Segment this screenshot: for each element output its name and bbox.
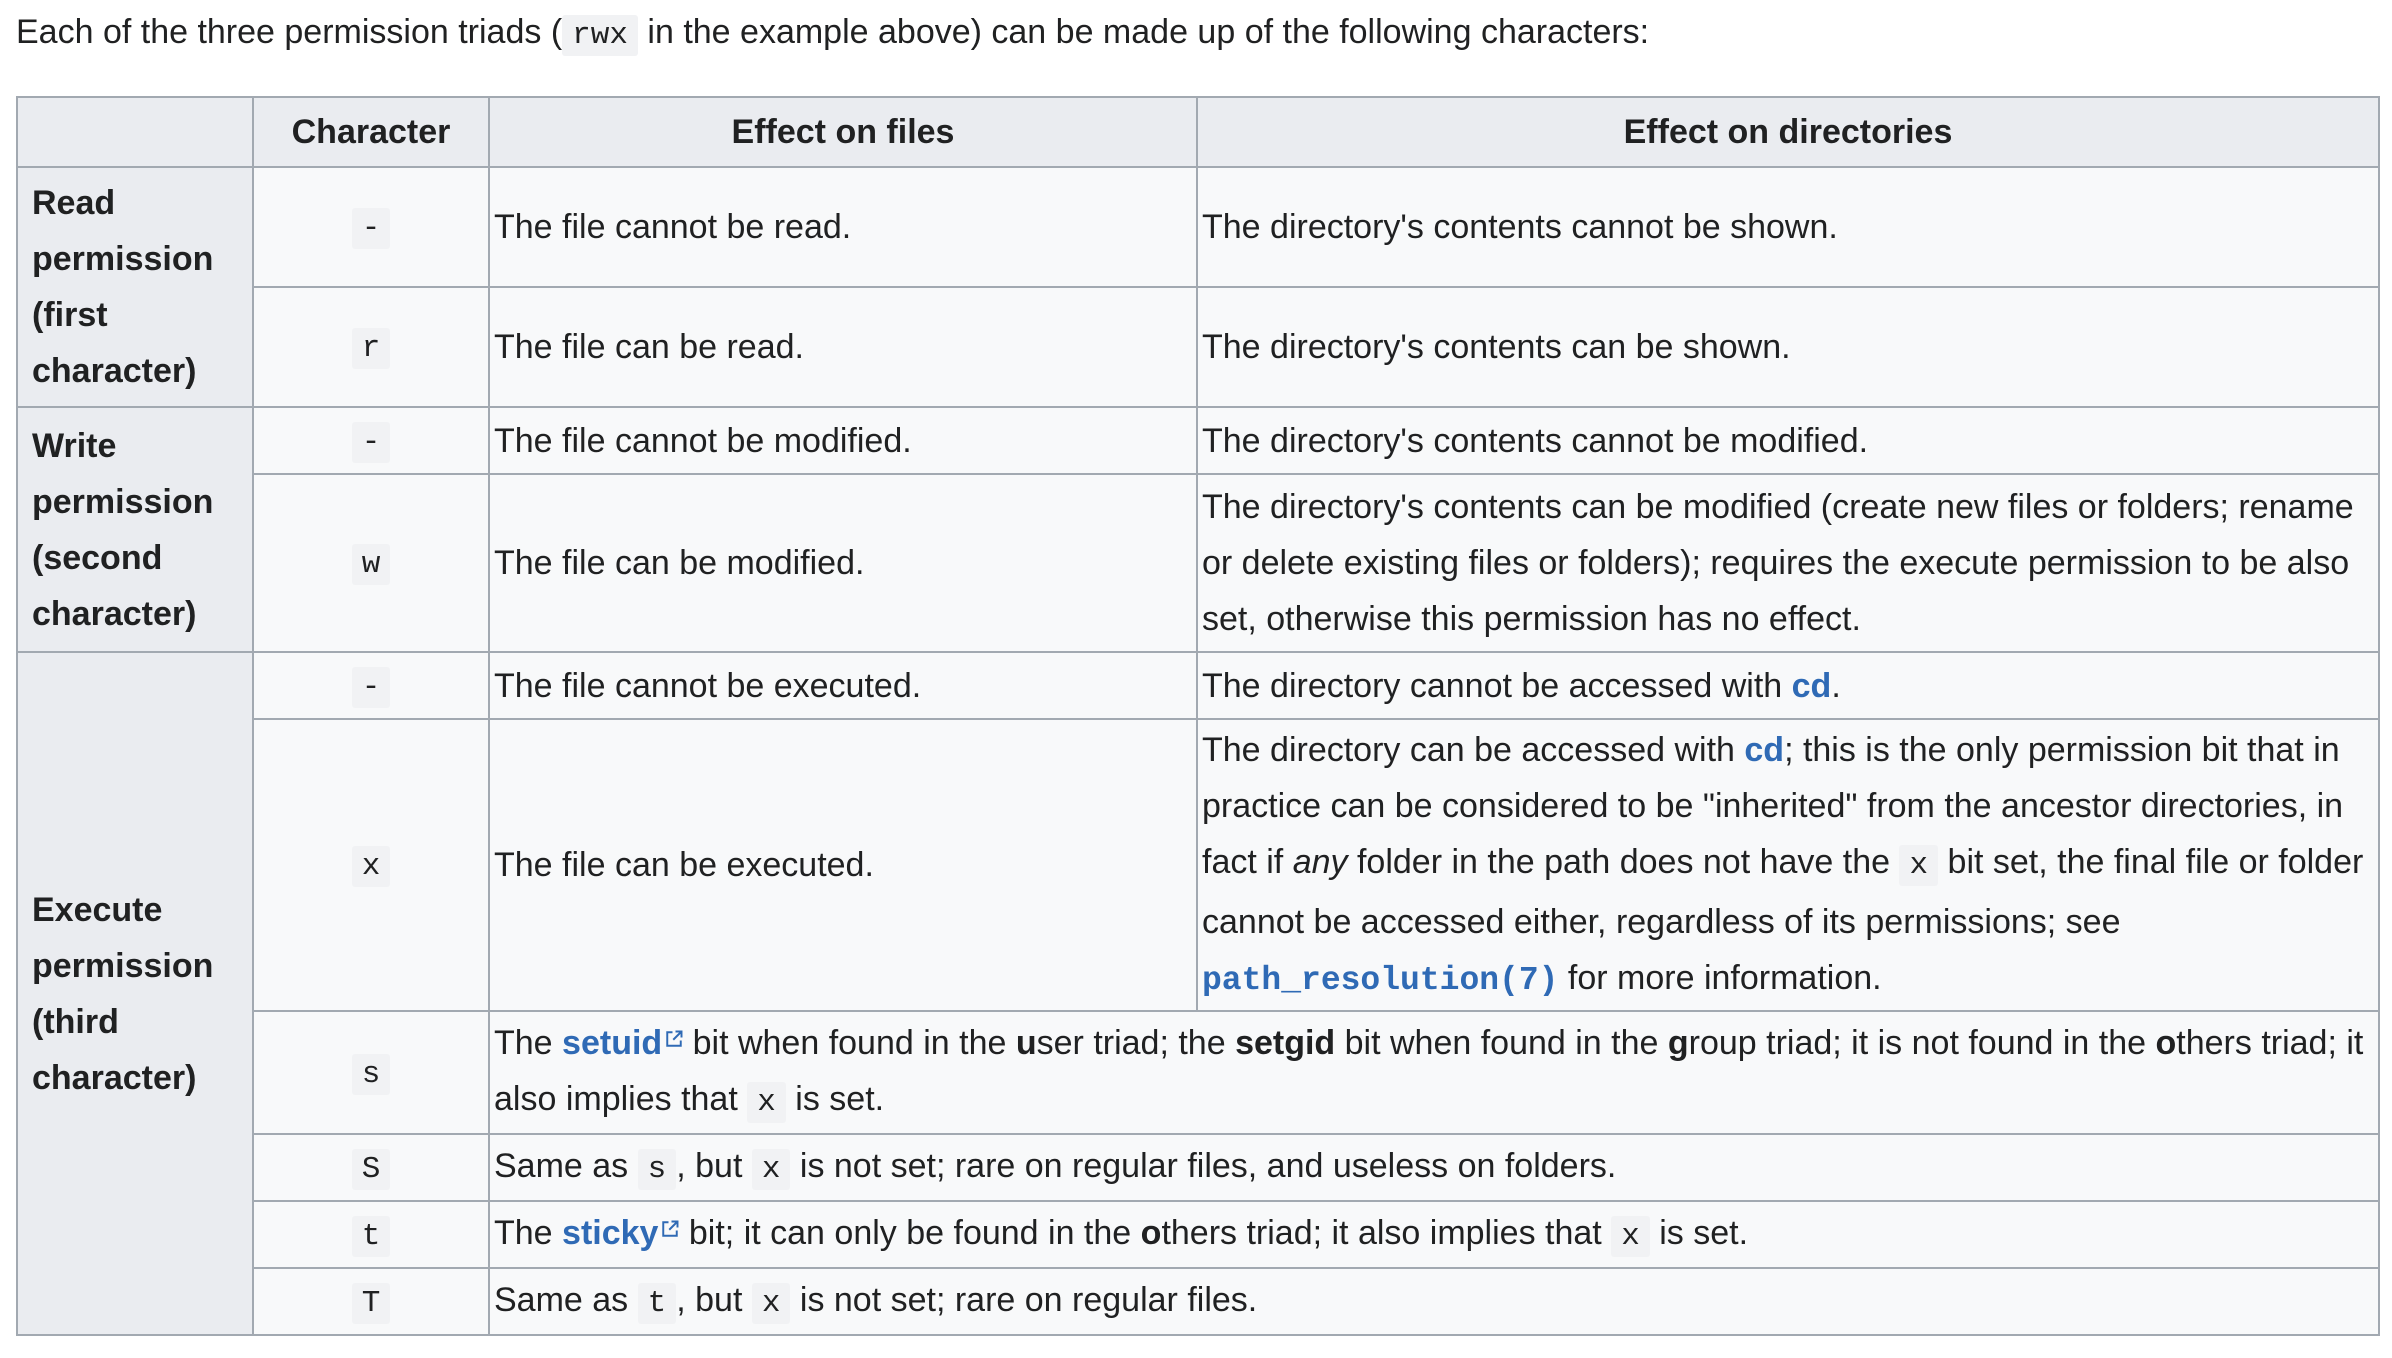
table-row: [17, 1134, 2379, 1201]
group-header-write: Write permission (second character): [17, 407, 253, 652]
bold-letter: g: [1667, 1023, 1689, 1062]
files-cell: The file can be read.: [489, 287, 1197, 407]
merged-effect-cell: [489, 1268, 2379, 1335]
char-cell: [253, 287, 489, 407]
inline-code-t: t: [638, 1283, 677, 1324]
char-code: t: [352, 1216, 391, 1257]
files-cell: The file cannot be modified.: [489, 407, 1197, 474]
setuid-link-label: setuid: [562, 1023, 663, 1062]
effect-text: thers triad; it also implies that: [494, 1023, 2364, 1118]
effect-text: ser triad; the: [1036, 1023, 1236, 1062]
intro-text-after: in the example above) can be made up of the following characters:: [637, 13, 1650, 51]
path-resolution-link[interactable]: path_resolution(7): [1202, 961, 1559, 999]
char-cell: [253, 1011, 489, 1134]
char-cell: [253, 652, 489, 719]
table-header-row: [17, 97, 2379, 167]
effect-text: , but: [676, 1146, 752, 1185]
effect-text: , but: [676, 1280, 752, 1319]
dirs-text: The directory can be accessed with: [1202, 730, 1745, 769]
header-effect-files: Effect on files: [489, 97, 1197, 167]
dirs-cell: [1197, 652, 2379, 719]
effect-text: bit; it can only be found in the: [679, 1213, 1141, 1252]
external-link-icon: [665, 1030, 683, 1048]
effect-text: The: [494, 1213, 563, 1252]
files-cell: The file can be executed.: [489, 719, 1197, 1011]
group-header-read: Read permission (first character): [17, 167, 253, 407]
char-cell: [253, 1134, 489, 1201]
table-row: [17, 287, 2379, 407]
files-cell: The file cannot be read.: [489, 167, 1197, 287]
dirs-text: bit set, the final file or folder cannot be accessed either, regardless of its permissions; see: [1202, 842, 2364, 941]
header-character: Character: [253, 97, 489, 167]
dirs-cell: The directory's contents can be modified (create new files or folders; rename or delete existing files or folders); requires the execute permission to be also set, otherwise this permission has no effect.: [1197, 474, 2379, 652]
char-code: S: [352, 1149, 391, 1190]
sticky-link[interactable]: [562, 1214, 679, 1252]
char-cell: [253, 1268, 489, 1335]
header-empty: [17, 97, 253, 167]
permissions-table: [16, 96, 2380, 1336]
char-cell: [253, 1201, 489, 1268]
char-code: T: [352, 1283, 391, 1324]
inline-code-x: x: [747, 1082, 786, 1123]
files-cell: The file cannot be executed.: [489, 652, 1197, 719]
char-code: s: [352, 1054, 391, 1095]
dirs-text: for more information.: [1558, 958, 1882, 997]
sticky-link-label: sticky: [562, 1213, 659, 1252]
dirs-emphasis: any: [1292, 842, 1348, 881]
merged-effect-cell: [489, 1011, 2379, 1134]
table-row: [17, 1011, 2379, 1134]
char-cell: [253, 474, 489, 652]
cd-link[interactable]: cd: [1744, 730, 1785, 769]
intro-paragraph: [16, 4, 1649, 64]
inline-code-x: x: [752, 1149, 791, 1190]
group-header-execute: Execute permission (third character): [17, 652, 253, 1335]
dirs-cell: The directory's contents cannot be shown.: [1197, 167, 2379, 287]
char-cell: [253, 719, 489, 1011]
table-row: [17, 1201, 2379, 1268]
cd-link[interactable]: cd: [1791, 666, 1832, 705]
table-row: [17, 652, 2379, 719]
intro-text-before: Each of the three permission triads (: [16, 13, 563, 51]
dirs-cell: The directory's contents cannot be modified.: [1197, 407, 2379, 474]
bold-letter: u: [1015, 1023, 1037, 1062]
effect-text: roup triad; it is not found in the: [1688, 1023, 2156, 1062]
external-link-icon: [661, 1220, 679, 1238]
header-effect-directories: Effect on directories: [1197, 97, 2379, 167]
char-code: -: [352, 667, 391, 708]
bold-setgid: setgid: [1235, 1023, 1336, 1062]
setuid-link[interactable]: [562, 1024, 683, 1062]
effect-text: is not set; rare on regular files, and useless on folders.: [790, 1146, 1617, 1185]
merged-effect-cell: [489, 1134, 2379, 1201]
char-cell: [253, 407, 489, 474]
effect-text: is set.: [785, 1079, 885, 1118]
dirs-cell: [1197, 719, 2379, 1011]
bold-letter: o: [1140, 1213, 1162, 1252]
effect-text: Same as: [494, 1146, 638, 1185]
inline-code-s: s: [638, 1149, 677, 1190]
char-code: x: [352, 846, 391, 887]
table-row: [17, 474, 2379, 652]
effect-text: Same as: [494, 1280, 638, 1319]
effect-text: bit when found in the: [683, 1023, 1016, 1062]
effect-text: is set.: [1649, 1213, 1749, 1252]
intro-code-rwx: rwx: [562, 15, 638, 56]
char-code: r: [352, 328, 391, 369]
char-cell: [253, 167, 489, 287]
effect-text: thers triad; it also implies that: [1161, 1213, 1612, 1252]
inline-code-x: x: [1611, 1216, 1650, 1257]
dirs-text: The directory cannot be accessed with: [1202, 666, 1792, 705]
dirs-text: folder in the path does not have the: [1347, 842, 1900, 881]
effect-text: is not set; rare on regular files.: [790, 1280, 1258, 1319]
dirs-cell: The directory's contents can be shown.: [1197, 287, 2379, 407]
effect-text: bit when found in the: [1335, 1023, 1668, 1062]
files-cell: The file can be modified.: [489, 474, 1197, 652]
table-row: [17, 1268, 2379, 1335]
char-code: w: [352, 544, 391, 585]
char-code: -: [352, 208, 391, 249]
char-code: -: [352, 422, 391, 463]
inline-code-x: x: [1899, 845, 1938, 886]
inline-code-x: x: [752, 1283, 791, 1324]
merged-effect-cell: [489, 1201, 2379, 1268]
table-row: [17, 407, 2379, 474]
table-row: [17, 167, 2379, 287]
dirs-text: .: [1831, 666, 1841, 705]
bold-letter: o: [2155, 1023, 2177, 1062]
table-row: [17, 719, 2379, 1011]
effect-text: The: [494, 1023, 563, 1062]
dirs-text: ; this is the only permission bit that in practice can be considered to be "inherited" from the ancestor directories, in fact if: [1202, 730, 2344, 881]
